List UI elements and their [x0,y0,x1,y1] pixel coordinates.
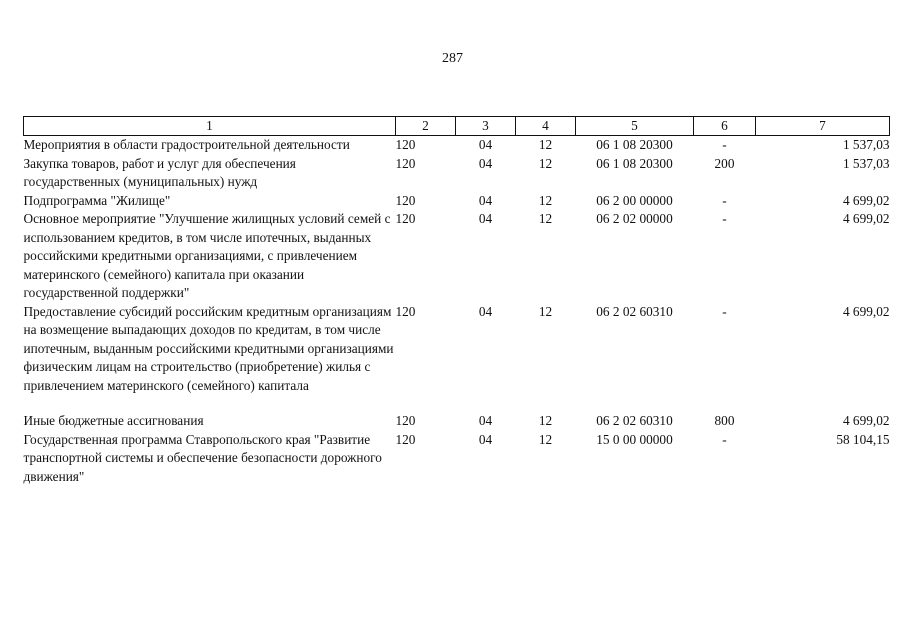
row-subsection-code: 12 [538,303,553,319]
row-amount: 4 699,02 [842,211,890,226]
header-col-7: 7 [756,117,890,136]
budget-table [23,116,890,486]
row-ministry-code: 120 [395,431,416,447]
row-section-code: 04 [478,211,493,226]
table-header-row [24,117,890,136]
row-amount: 4 699,02 [842,413,890,428]
table-row [24,192,890,211]
row-ministry-code: 120 [395,137,416,152]
row-name: Предоставление субсидий российским кредитным организациям на возмещение выпадающих доходов по кредитам, в том числе ипотечным, выданным российскими кредитными организациями физическим лицам на строительство (приобретение) жилья с привлечением материнского (семейного) капитала [23,303,394,393]
row-target-code: 06 2 02 60310 [596,303,673,319]
row-name: Мероприятия в области градостроительной деятельности [23,137,350,152]
table-row [24,155,890,192]
row-section-code: 04 [478,303,493,319]
table-row [24,395,890,431]
row-ministry-code: 120 [395,155,416,171]
header-col-5: 5 [576,117,694,136]
row-expense-type: - [722,211,727,226]
row-amount: 1 537,03 [842,137,890,152]
row-expense-type: - [722,137,727,152]
row-ministry-code: 120 [395,192,416,208]
table-row [24,136,890,155]
row-expense-type: - [722,431,727,447]
row-target-code: 06 1 08 20300 [596,137,673,152]
row-subsection-code: 12 [538,431,553,447]
header-col-3: 3 [456,117,516,136]
header-col-1: 1 [24,117,396,136]
row-section-code: 04 [478,192,493,208]
header-col-6: 6 [694,117,756,136]
row-expense-type: 800 [714,413,735,428]
row-subsection-code: 12 [538,137,553,152]
row-expense-type: - [722,303,727,319]
row-target-code: 06 2 00 00000 [596,192,673,208]
row-amount: 1 537,03 [842,155,890,171]
row-name: Закупка товаров, работ и услуг для обеспечения государственных (муниципальных) нужд [23,155,296,189]
row-section-code: 04 [478,413,493,428]
row-amount: 58 104,15 [836,431,890,447]
header-col-4: 4 [516,117,576,136]
row-ministry-code: 120 [395,303,416,319]
row-subsection-code: 12 [538,192,553,208]
row-subsection-code: 12 [538,211,553,226]
row-target-code: 15 0 00 00000 [596,431,673,447]
row-expense-type: - [722,192,727,208]
row-amount: 4 699,02 [842,303,890,319]
row-name: Основное мероприятие "Улучшение жилищных условий семей с использованием кредитов, в том числе ипотечных, выданных российскими кредитными организациями, с привлечением материнского (семейного) капитала при оказании государственной поддержки" [23,211,391,300]
row-name: Государственная программа Ставропольского края "Развитие транспортной системы и обеспечение безопасности дорожного движения" [23,431,382,484]
header-col-2: 2 [396,117,456,136]
row-expense-type: 200 [714,155,735,171]
row-section-code: 04 [478,137,493,152]
row-section-code: 04 [478,155,493,171]
table-row [24,210,890,303]
row-name: Подпрограмма "Жилище" [23,192,171,208]
row-ministry-code: 120 [395,413,416,428]
row-subsection-code: 12 [538,155,553,171]
page-number: 287 [442,51,463,66]
row-target-code: 06 2 02 60310 [596,413,673,428]
row-subsection-code: 12 [538,413,553,428]
row-target-code: 06 2 02 00000 [596,211,673,226]
row-amount: 4 699,02 [842,192,890,208]
row-ministry-code: 120 [395,211,416,226]
row-section-code: 04 [478,431,493,447]
table-row [24,431,890,487]
table-row [24,303,890,396]
row-name: Иные бюджетные ассигнования [23,413,204,428]
row-target-code: 06 1 08 20300 [596,155,673,171]
